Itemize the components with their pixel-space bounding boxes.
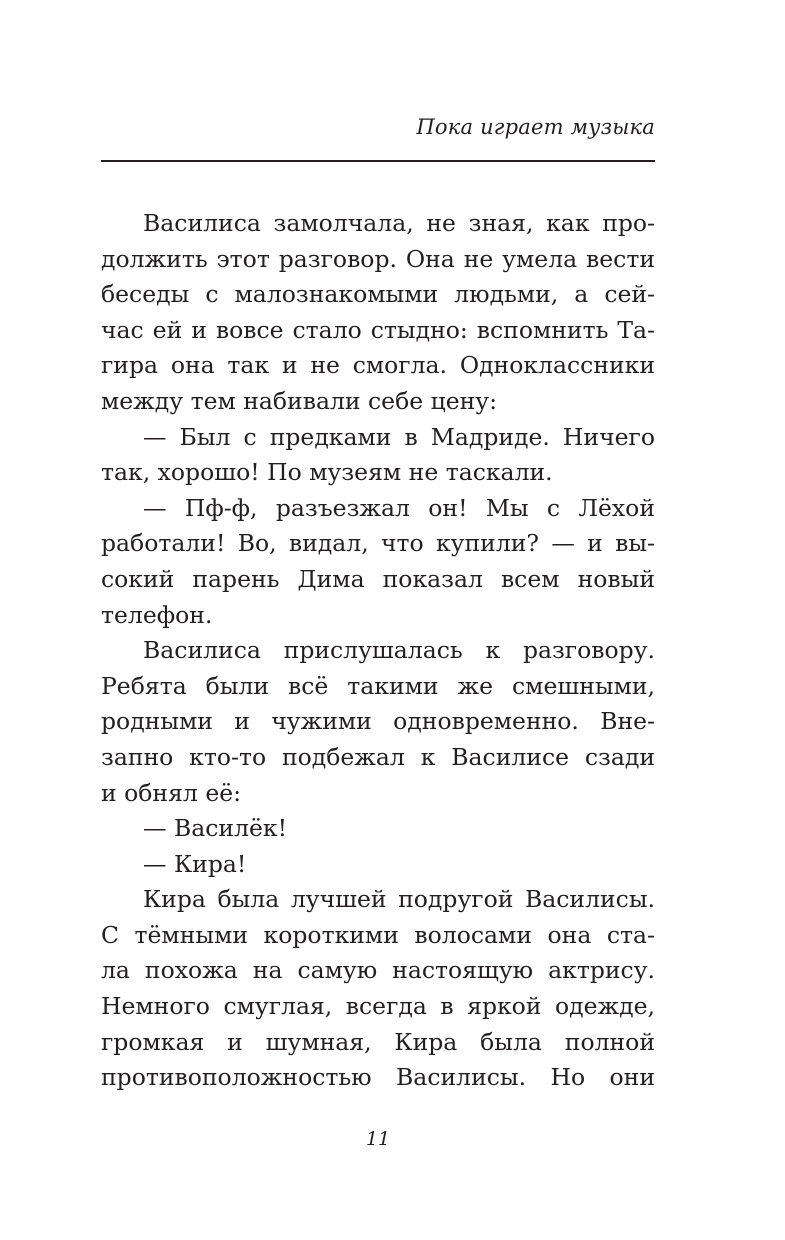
text-line: беседы с малознакомыми людьми, а сей-	[101, 280, 655, 309]
text-line: Василиса прислушалась к разговору.	[143, 636, 655, 665]
text-line: — Василёк!	[143, 814, 288, 843]
text-line: гира она так и не смогла. Одноклассники	[101, 351, 655, 380]
running-head: Пока играет музыка	[416, 115, 655, 139]
text-line: Ребята были всё такими же смешными,	[101, 671, 655, 700]
page-number: 11	[365, 1128, 391, 1150]
text-line: — Был с предками в Мадриде. Ничего	[143, 422, 655, 451]
header-rule	[101, 160, 655, 162]
text-line: телефон.	[101, 600, 213, 629]
text-line: — Кира!	[143, 849, 247, 878]
text-line: и обнял её:	[101, 778, 242, 807]
text-line: Кира была лучшей подругой Василисы.	[143, 885, 655, 914]
text-line: Немного смуглая, всегда в яркой одежде,	[101, 992, 655, 1021]
text-line: работали! Во, видал, что купили? — и вы-	[101, 529, 655, 558]
text-line: — Пф-ф, разъезжал он! Мы с Лёхой	[143, 493, 655, 522]
text-line: противоположностью Василисы. Но они	[101, 1063, 655, 1092]
text-line: должить этот разговор. Она не умела вести	[101, 244, 655, 273]
text-line: ла похожа на самую настоящую актрису.	[101, 956, 655, 985]
text-line: Василиса замолчала, не зная, как про-	[143, 209, 655, 237]
text-line: час ей и вовсе стало стыдно: вспомнить Та-	[101, 315, 655, 344]
text-line: громкая и шумная, Кира была полной	[101, 1027, 655, 1056]
text-line: так, хорошо! По музеям не таскали.	[101, 458, 553, 487]
text-line: между тем набивали себе цену:	[101, 386, 498, 415]
text-line: С тёмными короткими волосами она ста-	[101, 920, 655, 949]
text-line: родными и чужими одновременно. Вне-	[101, 707, 655, 736]
text-line: запно кто-то подбежал к Василисе сзади	[101, 742, 655, 771]
body-text	[101, 206, 655, 1096]
text-line: сокий парень Дима показал всем новый	[101, 564, 655, 593]
